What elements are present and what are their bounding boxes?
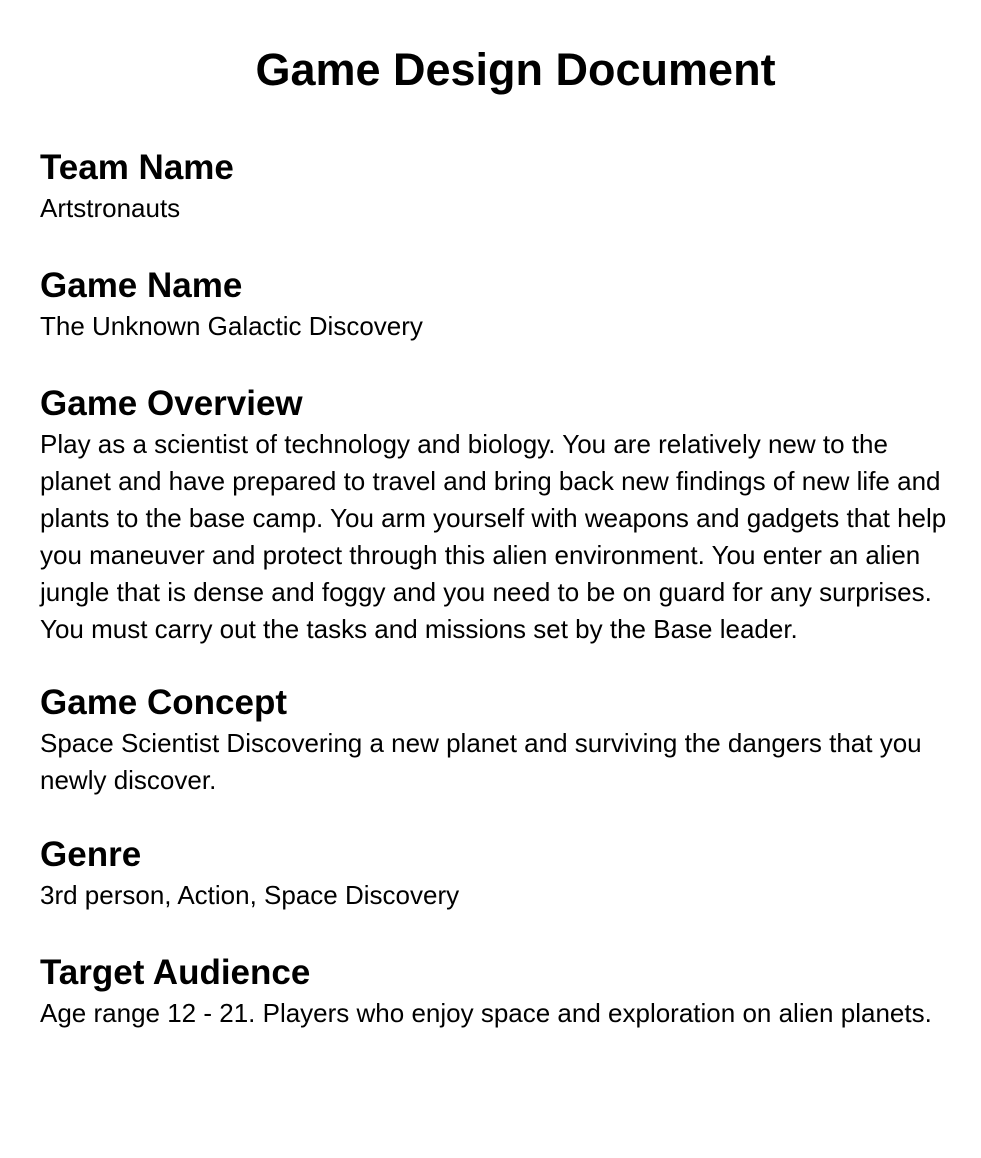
section-body: Artstronauts (40, 193, 181, 223)
section-game-overview (40, 382, 956, 648)
section-heading: Genre (40, 835, 142, 874)
section-heading: Team Name (40, 148, 234, 187)
document-title: Game Design Document (255, 44, 776, 95)
section-heading: Game Name (40, 266, 243, 305)
section-game-name (40, 264, 956, 345)
section-target-audience (40, 951, 956, 1032)
section-body: 3rd person, Action, Space Discovery (40, 880, 460, 910)
section-body: Space Scientist Discovering a new planet and surviving the dangers that you newly discover. (40, 728, 922, 795)
section-game-concept (40, 681, 956, 799)
section-team-name (40, 146, 956, 227)
section-body: Play as a scientist of technology and biology. You are relatively new to the planet and have prepared to travel and bring back new findings of new life and plants to the base camp. You arm yourself with weapons and gadgets that help you maneuver and protect through this alien environment. You enter an alien jungle that is dense and foggy and you need to be on guard for any surprises. You must carry out the tasks and missions set by the Base leader. (40, 429, 947, 644)
section-body: The Unknown Galactic Discovery (40, 311, 423, 341)
section-heading: Game Concept (40, 683, 287, 722)
section-heading: Game Overview (40, 384, 303, 423)
section-heading: Target Audience (40, 953, 311, 992)
section-body: Age range 12 - 21. Players who enjoy space and exploration on alien planets. (40, 998, 932, 1028)
section-genre (40, 833, 956, 914)
